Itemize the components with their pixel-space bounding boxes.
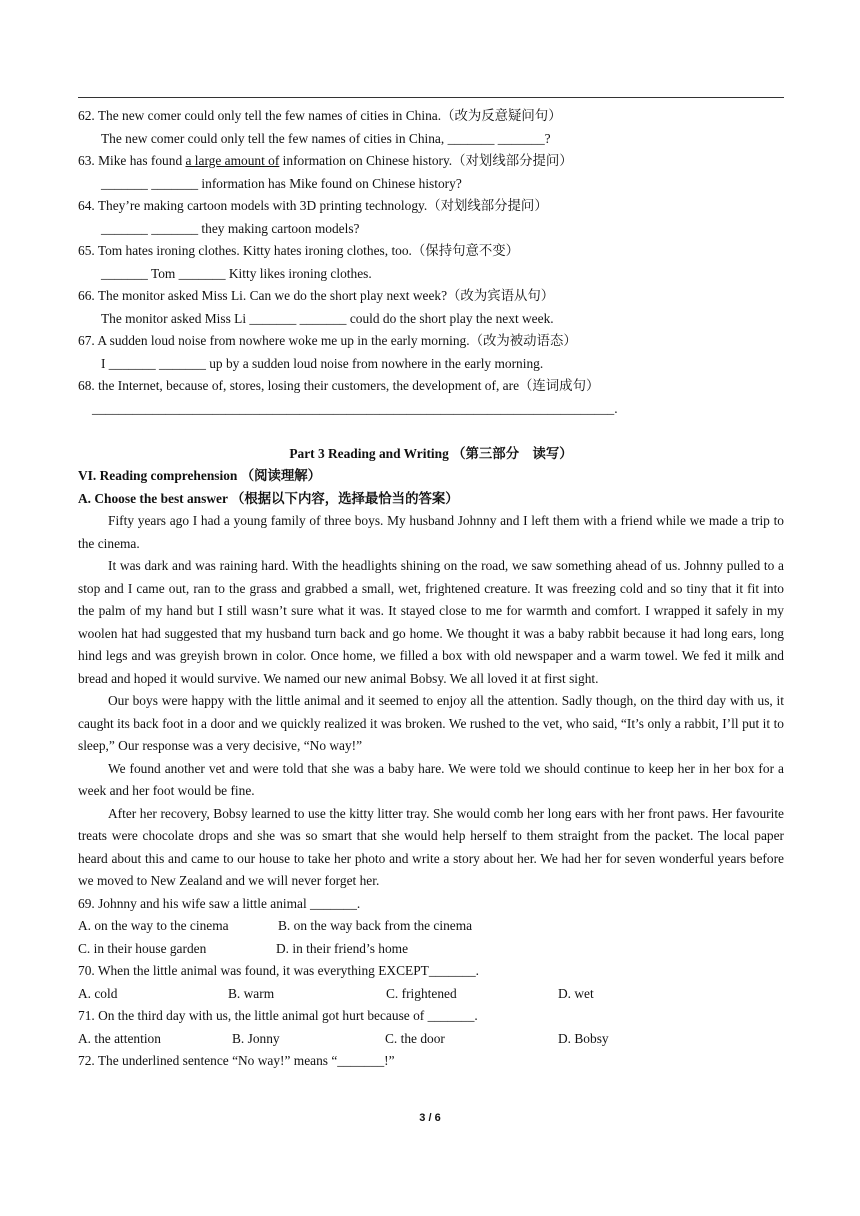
question-63-underlined: a large amount of	[185, 153, 280, 168]
question-62: 62. The new comer could only tell the few names of cities in China.（改为反意疑问句）	[78, 108, 562, 123]
question-70-options	[78, 983, 784, 1006]
question-68: 68. the Internet, because of, stores, losing their customers, the development of, are（连词成句）	[78, 378, 600, 393]
question-69: 69. Johnny and his wife saw a little animal _______.	[78, 895, 361, 911]
question-67: 67. A sudden loud noise from nowhere woke me up in the early morning.（改为被动语态）	[78, 333, 577, 348]
option-69-b: B. on the way back from the cinema	[278, 918, 473, 933]
question-69-options-row-1	[78, 915, 784, 938]
option-70-d: D. wet	[558, 985, 594, 1001]
question-71: 71. On the third day with us, the little animal got hurt because of _______.	[78, 1008, 478, 1023]
page-number: 3 / 6	[419, 1112, 441, 1124]
question-69-options-row-2	[78, 938, 784, 961]
section-a-heading: A. Choose the best answer （根据以下内容，选择最恰当的答案）	[78, 490, 459, 506]
answer-68: ______________________________________________________________________________.	[92, 400, 618, 416]
passage-paragraph-1: Fifty years ago I had a young family of three boys. My husband Johnny and I left them with a friend while we made a trip to the cinema.	[78, 513, 784, 551]
option-71-b: B. Jonny	[232, 1030, 280, 1046]
question-65: 65. Tom hates ironing clothes. Kitty hates ironing clothes, too.（保持句意不变）	[78, 243, 520, 258]
question-63	[78, 150, 784, 173]
part-3-heading: Part 3 Reading and Writing （第三部分 读写）	[289, 445, 573, 461]
section-6-heading: VI. Reading comprehension （阅读理解）	[78, 468, 322, 483]
option-70-a: A. cold	[78, 985, 118, 1001]
question-63-pre: 63. Mike has found	[78, 153, 186, 168]
passage-paragraph-5: After her recovery, Bobsy learned to use the kitty litter tray. She would comb her long ears with her front paws. Her favourite treats were chocolate drops and she was so smart that she would help herself to them straight from the packet. The local paper heard about this and came to our house to take her photo and write a story about her. We had her for seven wonderful years before we moved to New Zealand and we will never forget her.	[78, 805, 784, 888]
passage-paragraph-4: We found another vet and were told that she was a baby hare. We were told we should continue to keep her in her box for a week and her foot would be fine.	[78, 760, 784, 798]
passage-paragraph-2: It was dark and was raining hard. With the headlights shining on the road, we saw something ahead of us. Johnny pulled to a stop and I came out, ran to the grass and grabbed a small, wet, frightened creature. It was freezing cold and so tiny that it fit into the palm of my hand but I still wasn’t sure what it was. It stayed close to me for warmth and comfort. I wrapped it safely in my woolen hat had suggested that my husband turn back and go home. We thought it was a baby rabbit because it had long ears, long hind legs and was greyish brown in color. Once home, we filled a box with old newspaper and a warm towel. We fed it milk and bread and hoped it would survive. We named our new animal Bobsy. We all loved it at first sight.	[78, 558, 784, 686]
header-rule	[78, 97, 784, 98]
option-71-d: D. Bobsy	[558, 1030, 609, 1046]
question-63-post: information on Chinese history.（对划线部分提问）	[279, 153, 573, 168]
option-69-d: D. in their friend’s home	[276, 940, 409, 956]
answer-67: I _______ _______ up by a sudden loud noise from nowhere in the early morning.	[101, 355, 544, 371]
question-70: 70. When the little animal was found, it was everything EXCEPT_______.	[78, 963, 480, 978]
passage-paragraph-3: Our boys were happy with the little animal and it seemed to enjoy all the attention. Sadly though, on the third day with us, it caught its back foot in a door and we quickly realized it was broken. We rushed to the vet, who said, “It’s only a rabbit, I’ll put it to sleep,” Our response was a very decisive, “No way!”	[78, 693, 784, 753]
answer-64: _______ _______ they making cartoon models?	[101, 220, 360, 236]
option-70-b: B. warm	[228, 985, 275, 1001]
answer-66: The monitor asked Miss Li _______ _______ could do the short play the next week.	[101, 310, 554, 326]
option-71-a: A. the attention	[78, 1030, 161, 1046]
option-69-a: A. on the way to the cinema	[78, 918, 229, 933]
option-69-c: C. in their house garden	[78, 940, 207, 956]
option-70-c: C. frightened	[386, 985, 457, 1001]
question-64: 64. They’re making cartoon models with 3D printing technology.（对划线部分提问）	[78, 198, 548, 213]
question-66: 66. The monitor asked Miss Li. Can we do the short play next week?（改为宾语从句）	[78, 288, 555, 303]
question-71-options	[78, 1028, 784, 1051]
answer-62: The new comer could only tell the few names of cities in China, _______ _______?	[101, 130, 551, 146]
answer-65: _______ Tom _______ Kitty likes ironing clothes.	[101, 265, 372, 281]
answer-63: _______ _______ information has Mike found on Chinese history?	[101, 175, 462, 191]
question-72: 72. The underlined sentence “No way!” means “_______!”	[78, 1053, 395, 1068]
option-71-c: C. the door	[385, 1030, 445, 1046]
page-content	[78, 105, 784, 1073]
